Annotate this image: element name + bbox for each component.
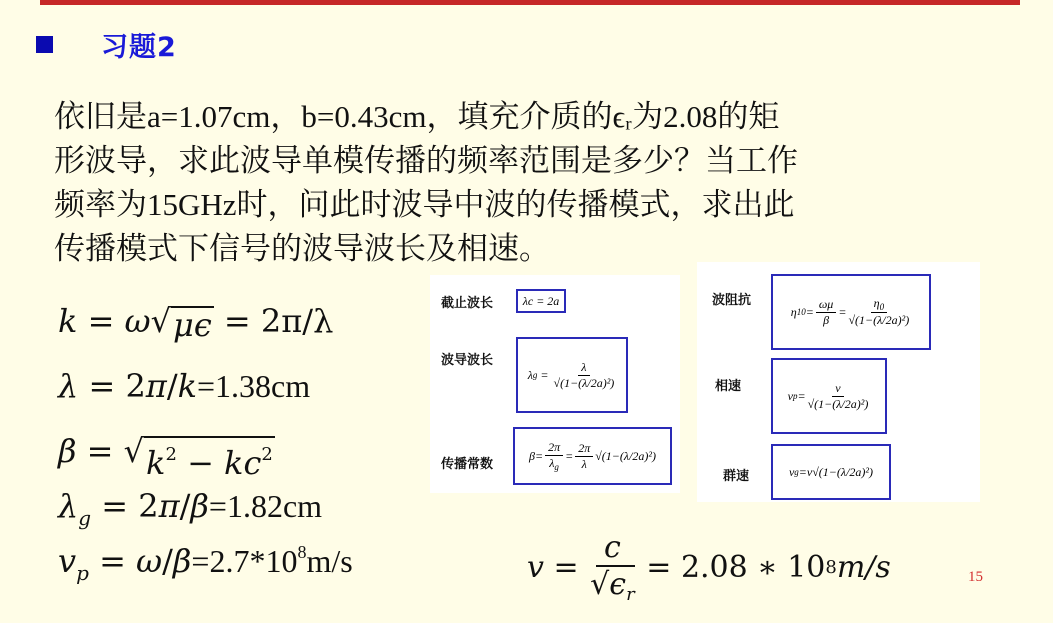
reference-panel-right [697,262,980,502]
slide-title: 习题2 [101,31,177,63]
v-result: = 2.08 ∗ 10 [646,550,826,585]
square-bullet-icon [36,36,53,53]
label-phase-velocity: 相速 [715,379,742,394]
label-wave-impedance: 波阻抗 [712,293,752,308]
label-cutoff: 截止波长 [441,296,494,311]
v-exponent: 8 [825,557,837,578]
formula-cutoff: λc = 2a [516,289,566,313]
formula-phase-velocity: v p = v √(1−(λ/2a)²) [771,358,887,434]
label-propagation-constant: 传播常数 [441,457,494,472]
problem-statement [54,95,934,271]
vp-exponent: 8 [297,542,307,562]
formula-guide-wavelength: λ g = λ √(1−(λ/2a)²) [516,337,628,413]
reference-panel-left [430,275,680,493]
equation-vp: $v_p = \omega/\beta=2.7*10^8m/s$ [58,542,353,585]
vp-value: =2.7*10 [191,543,298,579]
equation-beta: β = √ $k^2 - kc^2$ [58,432,273,482]
v-unit: m/s [836,550,891,585]
page-number: 15 [968,569,983,585]
lambda-g-value: =1.82cm [208,488,323,524]
formula-group-velocity: v g =v√(1−(λ/2a)²) [771,444,891,500]
equation-k: k = ω √ μϵ = 2π/λ [58,302,334,344]
formula-propagation-constant: β= 2π $\lambda_g$ = 2π λ √(1−(λ/2a)²) [513,427,672,485]
equation-lambda-g: $\lambda_g = 2\pi/\beta=1.82cm$ [58,487,323,530]
equation-v: v = $\frac{c}{√\epsilon_r}$ = 2.08 ∗ 10 8 m/s [527,530,891,605]
label-group-velocity: 群速 [723,469,750,484]
problem-line-3: 频率为15GHz时，问此时波导中波的传播模式，求出此 [54,187,795,222]
top-rule [40,0,1020,5]
vp-unit: m/s [306,543,353,579]
problem-line-2: 形波导，求此波导单模传播的频率范围是多少？当工作 [54,143,798,178]
equation-k-rhs: = 2π/λ [223,302,334,340]
formula-wave-impedance: η 10 = ωμ β = $\eta_0$ √(1−(λ/2a)²) [771,274,931,350]
label-guide-wavelength: 波导波长 [441,353,494,368]
lambda-value: =1.38cm [197,368,311,404]
equation-lambda: λ = 2π/k=1.38cm [58,367,311,405]
problem-line-1: 依旧是a=1.07cm，b=0.43cm，填充介质的ϵᵣ为2.08的矩 [54,99,780,134]
problem-line-4: 传播模式下信号的波导波长及相速。 [54,231,550,266]
slide-title-row [36,24,177,64]
